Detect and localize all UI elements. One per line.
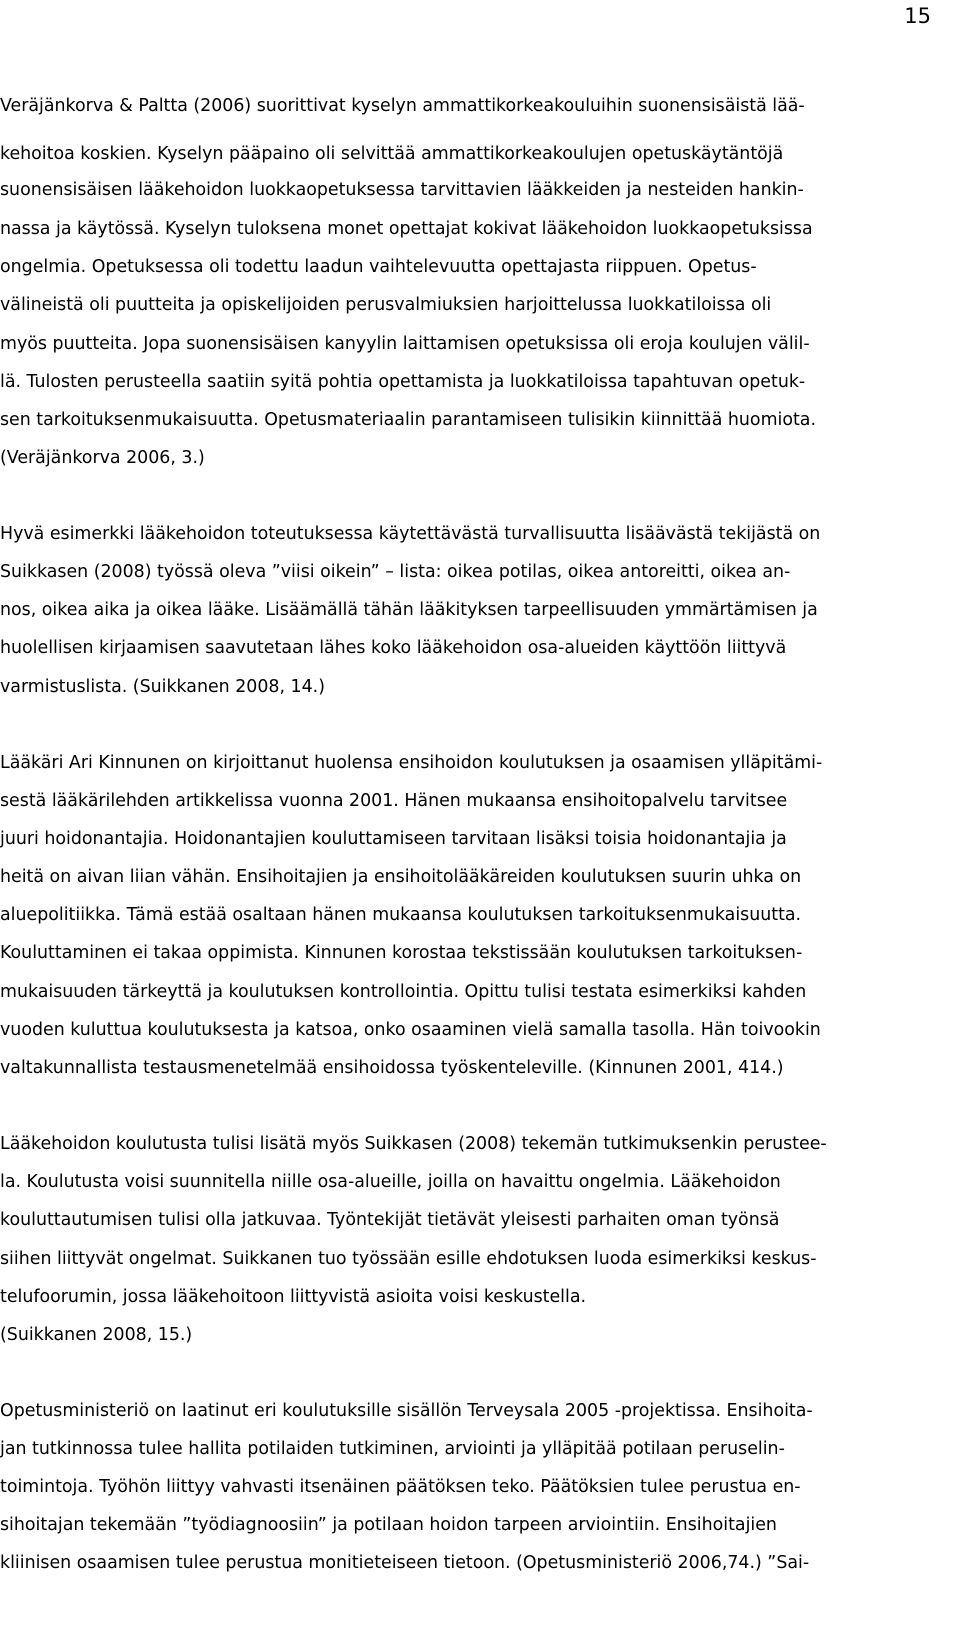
text-line: Veräjänkorva & Paltta (2006) suorittivat kyselyn ammattikorkeakouluihin suonensisäistä lää-: [0, 96, 805, 116]
text-line: välineistä oli puutteita ja opiskelijoiden perusvalmiuksien harjoittelussa luokkatiloissa oli: [0, 295, 772, 315]
text-line: jan tutkinnossa tulee hallita potilaiden tutkiminen, arviointi ja ylläpitää potilaan peruselin-: [0, 1439, 785, 1459]
text-line: (Suikkanen 2008, 15.): [0, 1325, 193, 1345]
text-line: myös puutteita. Jopa suonensisäisen kanyylin laittamisen opetuksissa oli eroja koulujen välil-: [0, 334, 810, 354]
text-line: varmistuslista. (Suikkanen 2008, 14.): [0, 677, 325, 697]
text-line: vuoden kuluttua koulutuksesta ja katsoa, onko osaaminen vielä samalla tasolla. Hän toivookin: [0, 1020, 821, 1040]
text-line: lä. Tulosten perusteella saatiin syitä pohtia opettamista ja luokkatiloissa tapahtuvan opetuk-: [0, 372, 806, 392]
text-line: suonensisäisen lääkehoidon luokkaopetuksessa tarvittavien lääkkeiden ja nesteiden hankin-: [0, 180, 804, 200]
text-line: mukaisuuden tärkeyttä ja koulutuksen kontrollointia. Opittu tulisi testata esimerkiksi kahden: [0, 982, 807, 1002]
text-line: Kouluttaminen ei takaa oppimista. Kinnunen korostaa tekstissään koulutuksen tarkoituksen-: [0, 943, 803, 963]
text-line: juuri hoidonantajia. Hoidonantajien kouluttamiseen tarvitaan lisäksi toisia hoidonantajia ja: [0, 829, 787, 849]
page-number: 15: [904, 4, 931, 28]
text-line: toimintoja. Työhön liittyy vahvasti itsenäinen päätöksen teko. Päätöksien tulee perustua en-: [0, 1477, 801, 1497]
text-line: Suikkasen (2008) työssä oleva ”viisi oikein” – lista: oikea potilas, oikea antoreitti, oikea an-: [0, 562, 791, 582]
text-line: ongelmia. Opetuksessa oli todettu laadun vaihtelevuutta opettajasta riippuen. Opetus-: [0, 257, 757, 277]
text-line: heitä on aivan liian vähän. Ensihoitajien ja ensihoitolääkäreiden koulutuksen suurin uhka on: [0, 867, 802, 887]
text-line: sihoitajan tekemään ”työdiagnoosiin” ja potilaan hoidon tarpeen arviointiin. Ensihoitajien: [0, 1515, 777, 1535]
text-line: Hyvä esimerkki lääkehoidon toteutuksessa käytettävästä turvallisuutta lisäävästä tekijästä on: [0, 524, 821, 544]
text-line: Lääkäri Ari Kinnunen on kirjoittanut huolensa ensihoidon koulutuksen ja osaamisen ylläpitämi-: [0, 753, 823, 773]
text-line: la. Koulutusta voisi suunnitella niille osa-alueille, joilla on havaittu ongelmia. Lääkehoidon: [0, 1172, 781, 1192]
text-line: siihen liittyvät ongelmat. Suikkanen tuo työssään esille ehdotuksen luoda esimerkiksi keskus-: [0, 1249, 817, 1269]
text-line: nassa ja käytössä. Kyselyn tuloksena monet opettajat kokivat lääkehoidon luokkaopetuksissa: [0, 219, 813, 239]
text-line: huolellisen kirjaamisen saavutetaan lähes koko lääkehoidon osa-alueiden käyttöön liittyvä: [0, 638, 787, 658]
text-line: sestä lääkärilehden artikkelissa vuonna 2001. Hänen mukaansa ensihoitopalvelu tarvitsee: [0, 791, 788, 811]
text-line: telufoorumin, jossa lääkehoitoon liittyvistä asioita voisi keskustella.: [0, 1287, 587, 1307]
text-line: Lääkehoidon koulutusta tulisi lisätä myös Suikkasen (2008) tekemän tutkimuksenkin perustee-: [0, 1134, 827, 1154]
text-line: kehoitoa koskien. Kyselyn pääpaino oli selvittää ammattikorkeakoulujen opetuskäytäntöjä: [0, 144, 784, 164]
text-line: kliinisen osaamisen tulee perustua monitieteiseen tietoon. (Opetusministeriö 2006,74.) ”Sai-: [0, 1553, 810, 1573]
text-line: Opetusministeriö on laatinut eri koulutuksille sisällön Terveysala 2005 -projektissa. Ensihoita-: [0, 1401, 813, 1421]
text-line: aluepolitiikka. Tämä estää osaltaan hänen mukaansa koulutuksen tarkoituksenmukaisuutta.: [0, 905, 802, 925]
text-line: (Veräjänkorva 2006, 3.): [0, 448, 205, 468]
text-line: valtakunnallista testausmenetelmää ensihoidossa työskenteleville. (Kinnunen 2001, 414.): [0, 1058, 784, 1078]
text-line: nos, oikea aika ja oikea lääke. Lisäämällä tähän lääkityksen tarpeellisuuden ymmärtämisen ja: [0, 600, 818, 620]
text-line: kouluttautumisen tulisi olla jatkuvaa. Työntekijät tietävät yleisesti parhaiten oman työnsä: [0, 1210, 780, 1230]
text-line: sen tarkoituksenmukaisuutta. Opetusmateriaalin parantamiseen tulisikin kiinnittää huomiota.: [0, 410, 816, 430]
